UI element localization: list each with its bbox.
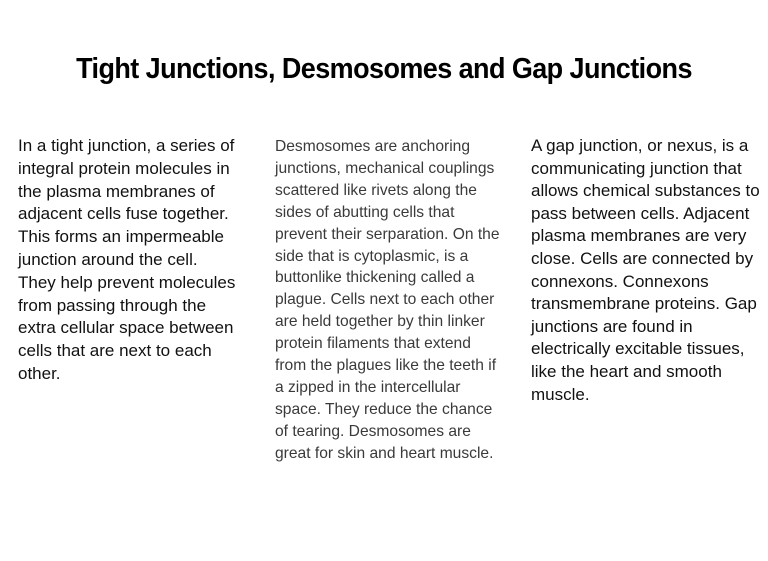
desmosomes-text: Desmosomes are anchoring junctions, mechanical couplings scattered like rivets along the sides of abutting cells that prevent their serparation. On the side that is cytoplasmic, is a buttonlike thickening called a plague. Cells next to each other are held together by thin linker protein filaments that extend from the plagues like the teeth if a zipped in the intercellular space. They reduce the chance of tearing. Desmosomes are great for skin and heart muscle. <box>275 138 500 462</box>
slide-title: Tight Junctions, Desmosomes and Gap Junctions <box>76 53 692 86</box>
tight-junctions-text: In a tight junction, a series of integral protein molecules in the plasma membranes of adjacent cells fuse together. This forms an impermeable junction around the cell. They help prevent molecules from passing through the extra cellular space between cells that are next to each other. <box>18 136 236 383</box>
gap-junctions-text: A gap junction, or nexus, is a communicating junction that allows chemical substances to pass between cells. Adjacent plasma membranes are very close. Cells are connected by connexons. Connexons transmembrane proteins. Gap junctions are found in electrically excitable tissues, like the heart and smooth muscle. <box>531 136 760 404</box>
